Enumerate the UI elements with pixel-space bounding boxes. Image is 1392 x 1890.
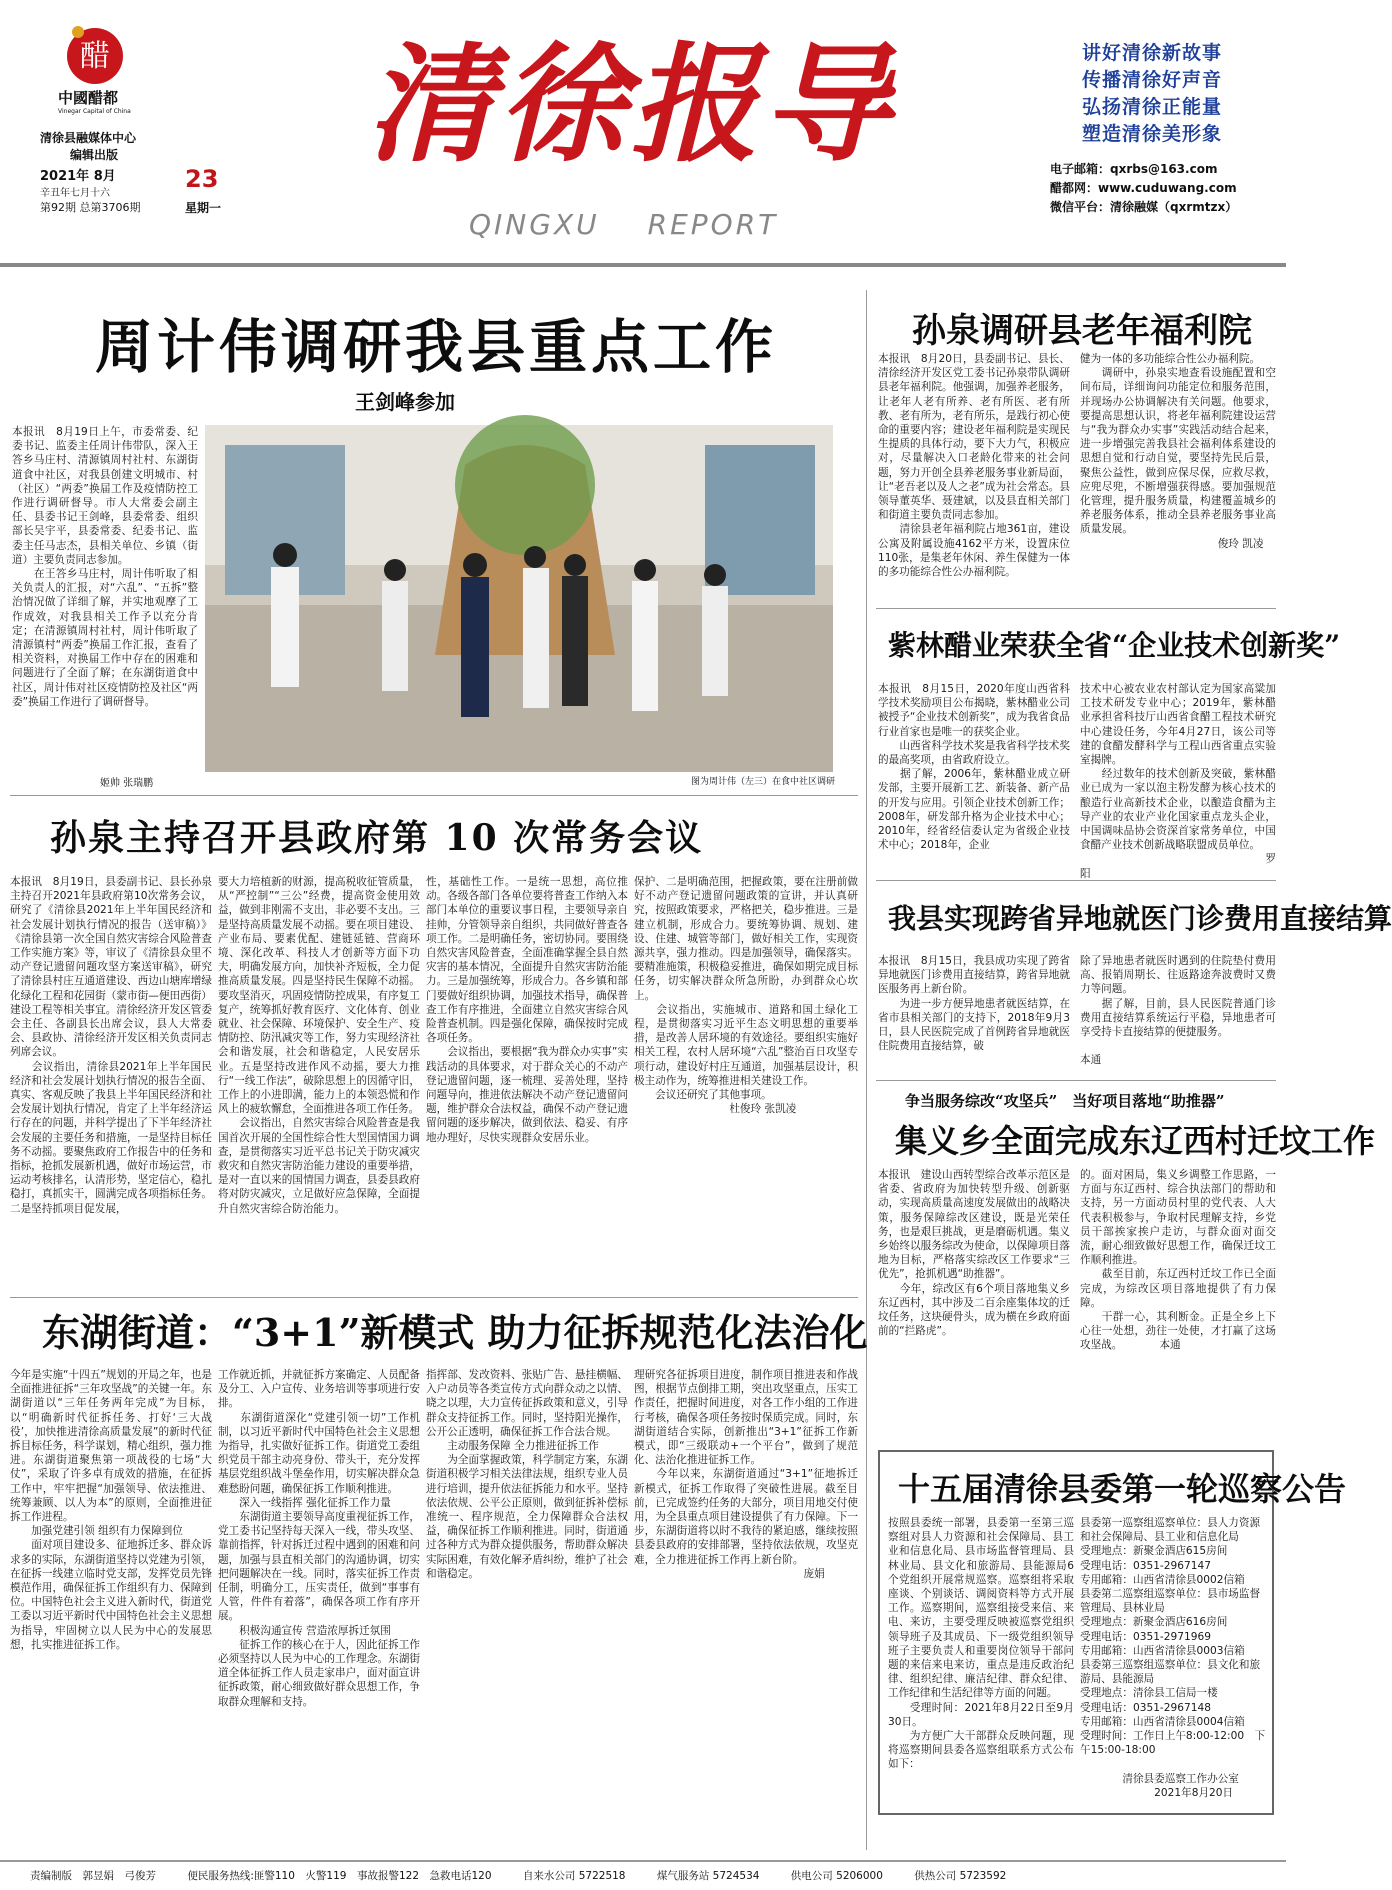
publisher-info <box>40 130 190 164</box>
article4-col1: 本报讯 8月20日，县委副书记、县长、清徐经济开发区党工委书记孙泉带队调研县老年福利院。他强调，加强养老服务，让老年人老有所养、老有所医、老有所教、老有所为，老有所乐，是践行初心使命的重要内容；建设老年福利院是实现民生提质的具体行动，要下大力气，积极应对，尽量解决入口老龄化带来的社会问题，努力开创全县养老服务事业新局面，让“老吾老以及人之老”成为社会常态。县领导董英华、聂建斌，以及县直相关部门和街道主要负责同志参加。 清徐县老年福利院占地361亩，建设公寓及附属设施4162平方米，设置床位110张，是集老年休闲、养生保健为一体的多功能综合性公办福利院。 <box>878 353 1070 579</box>
article2-col2: 要大力培植新的财源，提高税收征管质量，从“严控制”“三公”经费，提高资金使用效益，做到非刚需不支出，非必要不支出。三是坚持高质量发展不动摇。要在项目建设、产业布局、要素优配、建链延链、营商环境、深化改革、科技人才创新等方面下功夫，明确发展方向，加快补齐短板，全力促推高质量发展。四是坚持民生保障不动摇。要攻坚消灭，巩固疫情防控成果，有序复工复产，统筹抓好教育医疗、文化体育、创业就业、社会保障、环境保护、安全生产、疫情防控、防汛减灾等工作，努力实现经济社会和谐发展，社会和谐稳定，人民安居乐业。五是坚持改进作风不动摇，要大力推行“一线工作法”，破除思想上的因循守旧，工作上的小进即满，能力上的本领恐慌和作风上的疲软懈怠，全面推进各项工作任务。 会议指出，自然灾害综合风险普查是我国首次开展的全国性综合性大型国情国力调查，是贯彻落实习近平总书记关于防灾减灾救灾和自然灾害防治能力建设的重要举措，是对一直以来的国情国力调查，县委县政府将对防灾减灾，立足做好应急保障，全面提升自然灾害综合防治能力。 <box>218 876 420 1215</box>
website: 醋都网：www.cuduwang.com <box>1050 181 1237 195</box>
article2-col3: 性，基础性工作。一是统一思想，高位推动。各级各部门各单位要将普查工作纳入本部门本单位的重要议事日程，主要领导亲自挂帅，分管领导亲自组织，共同做好普查各项工作。二是明确任务，密切协同。要围绕自然灾害风险普查，全面准确掌握全县自然灾害的基本情况，全面提升自然灾害防治能力。三是加强统筹，形成合力。各乡镇和部门要做好组织协调，加强技术指导，确保普查工作有序推进，全面建立自然灾害综合风险普查机制。四是强化保障，确保按时完成各项任务。 会议指出，要根据“我为群众办实事”实践活动的具体要求，对于群众关心的不动产登记遗留问题，逐一梳理、妥善处理，坚持问题导向，推进依法解决不动产登记遗留问题，维护群众合法权益，确保不动产登记遗留问题的逐步解决，做到依法、稳妥、有序地办理好，尽快实现群众安居乐业。 <box>426 876 628 1144</box>
section-rule <box>10 1297 858 1298</box>
article1-byline: 姬帅 张瑞鹏 <box>100 778 154 789</box>
article3-col1: 今年是实施“十四五”规划的开局之年，也是全面推进征拆“三年攻坚战”的关键一年。东湖街道以“三年任务两年完成”为目标，以“明确新时代征拆任务、打好‘三大战役’，加快推进清徐高质量发展”的新时代征拆目标任务，科学谋划，精心组织，强力推进。东湖街道聚焦第一项战役的七场“大仗”，采取了许多卓有成效的措施，在征拆工作中，牢牢把握“加强领导、依法推进、统筹兼顾、以人为本”的原则，全面推进征拆工作进程。 加强党建引领 组织有力保障到位 面对项目建设多、征地拆迁多、群众诉求多的实际，东湖街道坚持以党建为引领，在征拆一线建立临时党支部，发挥党员先锋模范作用，确保征拆工作组织有力、保障到位。中国特色社会主义进入新时代，街道党工委以习近平新时代中国特色社会主义思想为指导，牢固树立以人民为中心的发展思想，扎实推进征拆工作。 <box>10 1369 212 1651</box>
slogans <box>1082 40 1272 148</box>
footer-water: 自来水公司 5722518 <box>522 1870 626 1882</box>
footer-editors: 责编制版 郭昱娟 弓俊芳 <box>30 1870 156 1882</box>
article6-col1: 本报讯 8月15日，我县成功实现了跨省异地就医门诊费用直接结算，跨省异地就医服务再上新台阶。 为进一步方便异地患者就医结算，在省市县相关部门的支持下，2018年9月3日，县人民医院完成了首例跨省异地就医住院费用直接结算，破 <box>878 955 1070 1053</box>
photo-illustration <box>205 425 833 772</box>
publisher: 清徐县融媒体中心 <box>40 131 137 145</box>
masthead <box>0 0 1286 270</box>
article1-title: 周计伟调研我县重点工作 <box>95 313 778 381</box>
vinegar-capital-logo <box>60 18 130 88</box>
masthead-rule <box>0 263 1286 267</box>
logo-caption <box>58 89 158 118</box>
article7-col2: 的。面对困局，集义乡调整工作思路，一方面与东辽西村、综合执法部门的帮助和支持，另一方面动员村里的党代表、人大代表积极参与，争取村民理解支持，乡党员干部挨家挨户走访，与群众面对面交流，耐心细致做好思想工作，确保迁坟工作顺利推进。 截至目前，东辽西村迁坟工作已全面完成，为综改区项目落地提供了有力保障。 干群一心，其利断金。正是全乡上下心往一处想，劲往一处使，才打赢了这场攻坚战。 本通 <box>1080 1169 1276 1352</box>
newspaper-title: 清徐报导 <box>365 30 894 180</box>
article7-kicker: 争当服务综改“攻坚兵” 当好项目落地“助推器” <box>905 1092 1225 1110</box>
inspection-notice <box>878 1450 1347 1815</box>
article1-photo <box>205 425 833 772</box>
year-month: 2021年 8月 <box>40 169 116 184</box>
section-rule <box>10 795 858 796</box>
email: 电子邮箱：qxrbs@163.com <box>1050 162 1218 176</box>
title-en-2: REPORT <box>647 208 779 241</box>
section-rule <box>876 1080 1276 1081</box>
article6-col2: 除了异地患者就医时遇到的住院垫付费用高、报销周期长、往返路途奔波费时又费力等问题。 据了解，目前，县人民医院普通门诊费用直接结算系统运行平稳，异地患者可享受持卡直接结算的便捷服务。 本通 <box>1080 955 1276 1067</box>
section-rule <box>876 880 1276 881</box>
article5-col1: 本报讯 8月15日，2020年度山西省科学技术奖励项目公布揭晓，紫林醋业公司被授予“企业技术创新奖”，成为我省食品行业首家也是唯一的获奖企业。 山西省科学技术奖是我省科学技术奖的最高奖项，由省政府设立。 据了解，2006年，紫林醋业成立研发部，主要开展新工艺、新装备、新产品的开发与应用。引领企业技术创新工作；2008年，研发部升格为企业技术中心；2010年，经省经信委认定为省级企业技术中心；2018年，企业 <box>878 683 1070 852</box>
footer-gas: 煤气服务站 5724534 <box>656 1870 760 1882</box>
newspaper-title-en <box>445 208 845 241</box>
slogan: 塑造清徐美形象 <box>1082 123 1223 145</box>
footer <box>0 1860 1286 1890</box>
section-rule <box>876 608 1276 609</box>
slogan: 传播清徐好声音 <box>1082 69 1223 91</box>
issue-number: 第92期 总第3706期 <box>40 201 141 214</box>
article2-title: 孙泉主持召开县政府第 10 次常务会议 <box>50 817 704 859</box>
article1-subtitle: 王剑峰参加 <box>355 390 455 414</box>
notice-col2: 县委第一巡察组巡察单位：县人力资源和社会保障局、县工业和信息化局 受理地点：新聚金酒店615房间 受理电话：0351-2967147 专用邮箱：山西省清徐县0002信箱 县委第二巡察组巡察单位：县市场监督管理局、县林业局 受理地点：新聚金酒店616房间 受理电话：0351-2971969 专用邮箱：山西省清徐县0003信箱 县委第三巡察组巡察单位：县文化和旅游局、县能源局 受理地点：清徐县工信局一楼 受理电话：0351-2967148 专用邮箱：山西省清徐县0004信箱 受理时间：工作日上午8:00-12:00 下午15:00-18:00 清徐县委巡察工作办公室 2021年8月20日 <box>1080 1517 1266 1799</box>
article1-body: 本报讯 8月19日上午，市委常委、纪委书记、监委主任周计伟带队，深入王答乡马庄村、清源镇周村社村、东湖街道食中社区，对我县创建文明城市、村（社区）“两委”换届工作及疫情防控工作进行调研督导。市人大常委会副主任、县委书记王剑峰，县委常委、组织部长吴宇平，县委常委、纪委书记、监委主任马志杰，县相关单位、乡镇（街道）主要负责同志参加。 在王答乡马庄村，周计伟听取了相关负责人的汇报，对“六乱”、“五拆”整治情况做了详细了解，并实地观摩了工作成效，对我县相关工作予以充分肯定；在清源镇周村社村，周计伟听取了清源镇村“两委”换届工作汇报，查看了相关资料，对换届工作中存在的困难和问题进行了全面了解；在东湖街道食中社区，周计伟对社区疫情防控及社区“两委”换届工作进行了调研督导。 <box>12 426 198 708</box>
lunar-date: 辛丑年七月十六 <box>40 188 110 199</box>
article3-title: 东湖街道：“3+1”新模式 助力征拆规范化法治化 <box>42 1310 868 1355</box>
publisher-line2: 编辑出版 <box>70 148 119 162</box>
day-number: 23 <box>185 165 219 193</box>
article7-col1: 本报讯 建设山西转型综合改革示范区是省委、省政府为加快转型升级、创新驱动，实现高质量高速度发展做出的战略决策，服务保障综改区建设，既是光荣任务，也是艰巨挑战，更是磨砺机遇。集义乡始终以服务综改为使命，以保障项目落地为目标，严格落实综改区工作要求“三优先”，抢抓机遇“助推器”。 今年，综改区有6个项目落地集义乡东辽西村，其中涉及二百余座集体坟的迁坟任务，这块硬骨头，成为横在乡政府面前的“拦路虎”。 <box>878 1169 1070 1338</box>
article3-col4: 理研究各征拆项目进度，制作项目推进表和作战图，根据节点倒排工期，突出攻坚重点，压实工作责任，把握时间进度，对各工作小组的工作进行考核，确保各项任务按时保质完成。同时，东湖街道结合实际，创新推出“3+1”征拆工作新模式，即“三级联动+一个平台”，做到了规范化、法治化推进征拆工作。 今年以来，东湖街道通过“3+1”征地拆迁新模式，征拆工作取得了突破性进展。截至目前，已完成签约任务的大部分，项目用地交付使用，为全县重点项目建设提供了有力保障。下一步，东湖街道将以时不我待的紧迫感，继续按照县委县政府的安排部署，坚持依法依规，攻坚克难，全力推进征拆工作再上新台阶。 庞娟 <box>634 1369 858 1580</box>
article5-title: 紫林醋业荣获全省“企业技术创新奖” <box>888 629 1341 662</box>
title-en-1: QINGXU <box>469 208 600 241</box>
article3-col2: 工作就近抓，并就征拆方案确定、人员配备及分工、入户宣传、业务培训等事项进行安排。 东湖街道深化“党建引领一切”工作机制，以习近平新时代中国特色社会主义思想为指导，扎实做好征拆工作。街道党工委组织党员干部主动亮身份、带头干，充分发挥基层党组织战斗堡垒作用，切实解决群众急难愁盼问题，确保征拆工作顺利推进。 深入一线指挥 强化征拆工作力量 东湖街道主要领导高度重视征拆工作，党工委书记坚持每天深入一线，带头攻坚、靠前指挥，针对拆迁过程中遇到的困难和问题，加强与县直相关部门的沟通协调，切实把问题解决在一线。同时，落实征拆工作责任制，明确分工，压实责任，做到“事事有人管，件件有着落”，确保各项工作有序开展。 积极沟通宣传 营造浓厚拆迁氛围 征拆工作的核心在于人，因此征拆工作必须坚持以人民为中心的工作理念。东湖街道全体征拆工作人员走家串户，面对面宣讲征拆政策，耐心细致做好群众思想工作，争取群众理解和支持。 <box>218 1369 420 1708</box>
slogan: 弘扬清徐正能量 <box>1082 96 1223 118</box>
slogan: 讲好清徐新故事 <box>1082 42 1223 64</box>
photo-caption: 图为周计伟（左三）在食中社区调研 <box>690 777 835 787</box>
article2-col4: 保护、二是明确范围，把握政策，要在注册前做好不动产登记遗留问题政策的宣讲，并认真研究，按照政策要求，严格把关，稳步推进。三是建立机制，形成合力。要统筹协调、规划、建设、住建、城管等部门，做好相关工作，实现资源共享，强力推动。四是加强领导，确保落实。要精准施策，积极稳妥推进，确保如期完成目标任务，切实解决群众所急所盼，办到群众心坎上。 会议指出，实施城市、道路和国土绿化工程，是贯彻落实习近平生态文明思想的重要举措，是改善人居环境的有效途径。要组织实施好相关工程，农村人居环境“六乱”整治百日攻坚专项行动，建设好村庄互通道，加强基层设计，积极主动作为，统筹推进相关建设工作。 会议还研究了其他事项。 杜俊玲 张凯凌 <box>634 876 858 1116</box>
article4-title: 孙泉调研县老年福利院 <box>912 311 1252 351</box>
article3-col3: 指挥部、发改资料、张贴广告、悬挂横幅、入户动员等各类宣传方式向群众动之以情、晓之以理，大力宣传征拆政策和意义，引导群众支持征拆工作。同时，坚持阳光操作，公开公正透明，确保征拆工作合法合规。 主动服务保障 全力推进征拆工作 为全面掌握政策，科学制定方案，东湖街道积极学习相关法律法规，组织专业人员进行培训，提升依法征拆能力和水平。坚持依法依规、公平公正原则，做到征拆补偿标准统一、程序规范，全力保障群众合法权益，确保征拆工作顺利推进。同时，街道通过各种方式为群众提供服务，帮助群众解决实际困难，有效化解矛盾纠纷，维护了社会和谐稳定。 <box>426 1369 628 1580</box>
article7-title: 集义乡全面完成东辽西村迁坟工作 <box>895 1122 1376 1160</box>
column-rule <box>866 290 867 1850</box>
notice-title: 十五届清徐县委第一轮巡察公告 <box>898 1470 1347 1508</box>
wechat: 微信平台：清徐融媒（qxrmtzx） <box>1050 200 1238 214</box>
logo-caption-cn: 中國醋都 <box>58 89 119 107</box>
notice-col1: 按照县委统一部署，县委第一至第三巡察组对县人力资源和社会保障局、县工业和信息化局、县市场监督管理局、县林业局、县文化和旅游局、县能源局6个党组织开展常规巡察。巡察组将采取座谈、个别谈话、调阅资料等方式开展工作。巡察期间，巡察组接受来信、来电、来访，主要受理反映被巡察党组织领导班子及其成员、下一级党组织领导班子主要负责人和重要岗位领导干部问题的来信来电来访，重点是违反政治纪律、组织纪律、廉洁纪律、群众纪律、工作纪律和生活纪律等方面的问题。 受理时间：2021年8月22日至9月30日。 为方便广大干部群众反映问题，现将巡察期间县委各巡察组联系方式公布如下： <box>888 1517 1074 1771</box>
footer-heat: 供热公司 5723592 <box>914 1870 1007 1882</box>
article5-col2: 技术中心被农业农村部认定为国家高粱加工技术研发专业中心；2019年，紫林醋业承担省科技厅山西省食醋工程技术研究中心建设任务，今年4月27日，该公司等建的食醋发酵科学与工程山西省重点实验室揭牌。 经过数年的技术创新及突破，紫林醋业已成为一家以泡主粉发酵为核心技术的酿造行业高新技术企业，以酿造食醋为主导产业的农业产业化国家重点龙头企业，中国调味品协会资深首家常务单位，中国食醋产业技术创新战略联盟成员单位。 罗阳 <box>1080 683 1276 880</box>
article6-title: 我县实现跨省异地就医门诊费用直接结算 <box>888 902 1392 935</box>
footer-power: 供电公司 5206000 <box>790 1870 883 1882</box>
article2-col1: 本报讯 8月19日，县委副书记、县长孙泉主持召开2021年县政府第10次常务会议，研究了《清徐县2021年上半年国民经济和社会发展计划执行情况的报告（送审稿）》《清徐县第一次全国自然灾害综合风险普查工作实施方案》等，审议了《清徐县众里不动产登记遗留问题攻坚方案送审稿》，研究了清徐县村庄互通道建设、西边山塘库增绿化绿化工程和花园街（蒙市街—便田西街）建设工程等相关事宜。清徐经济开发区管委会主任、各副县长出席会议，县人大常委会、县政协、清徐经济开发区相关负责同志列席会议。 会议指出，清徐县2021年上半年国民经济和社会发展计划执行情况的报告全面、真实、客观反映了我县上半年国民经济和社会发展计划执行情况，肯定了上半年经济运行存在的问题，并科学提出了下半年经济社会发展的主要任务和措施，一是坚持目标任务不动摇。要聚焦政府工作报告中的任务和指标，抢抓发展新机遇，做好市场运营，市运动考核排名，认清形势，坚定信心，稳扎稳打，真抓实干，圆满完成各项指标任务。二是坚持抓项目促发展， <box>10 876 212 1215</box>
footer-hotlines: 便民服务热线:匪警110 火警119 事故报警122 急救电话120 <box>187 1870 492 1882</box>
date-box <box>40 165 250 215</box>
weekday: 星期一 <box>185 201 222 215</box>
article4-col2: 健为一体的多功能综合性公办福利院。 调研中，孙泉实地查看设施配置和空间布局，详细询问功能定位和服务范围，并现场办公协调解决有关问题。他要求，要提高思想认识，将老年福利院建设运营与“我为群众办实事”实践活动结合起来，进一步增强完善我县社会福利体系建设的思想自觉和行动自觉，要坚持先民后景，聚焦公益性，做到应保尽保，应救尽救，应兜尽兜，不断增强获得感。要加强规范化管理，提升服务质量，构建覆盖城乡的养老服务体系，推动全县养老服务事业高质量发展。 俊玲 凯凌 <box>1080 353 1276 550</box>
logo-caption-en: Vinegar Capital of China <box>58 108 131 115</box>
contacts <box>1050 160 1280 217</box>
logo-char: 醋 <box>80 39 110 74</box>
